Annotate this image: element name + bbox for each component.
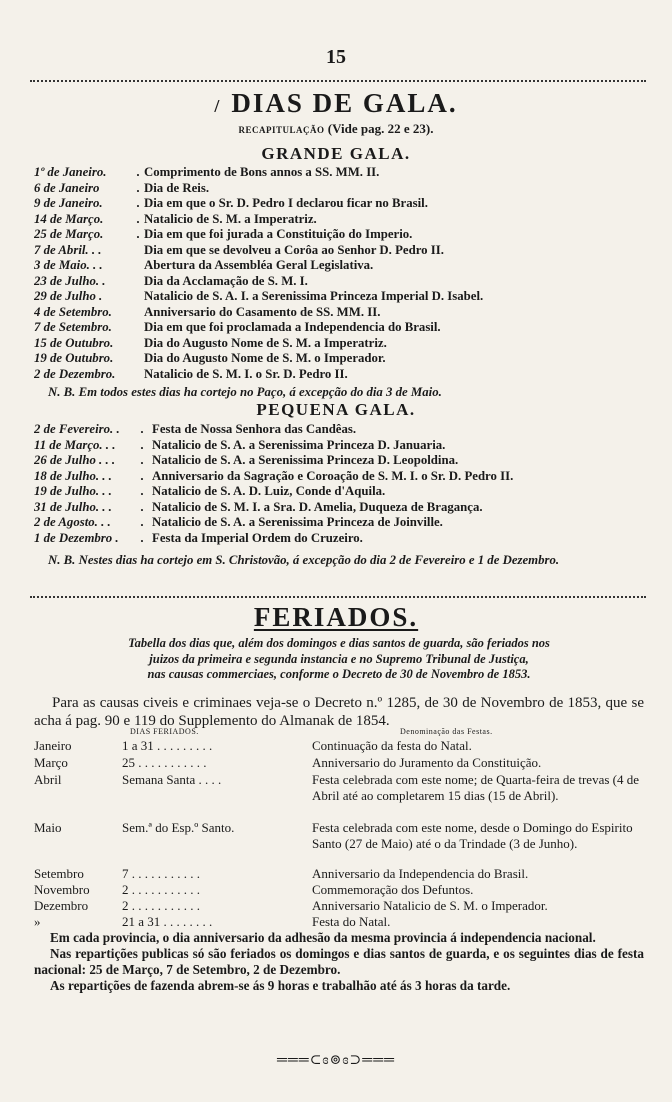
list-item: 2 de Fevereiro. . . Festa de Nossa Senhora das Candêas. — [34, 422, 357, 436]
closing-paragraph: Nas repartições publicas só são feriados os domingos e dias santos de guarda, e os seguintes dias de festa nacional: 25 de Março, 7 de Setembro, 2 de Dezembro. — [34, 946, 644, 977]
feriados-title: FERIADOS. — [253, 602, 419, 632]
grande-gala-heading: GRANDE GALA. — [261, 144, 411, 163]
section-divider — [30, 596, 646, 598]
list-item: 23 de Julho. . Dia da Acclamação de S. M. I. — [34, 273, 308, 288]
top-divider — [30, 80, 646, 82]
grande-gala-list — [34, 165, 644, 382]
list-item: 31 de Julho. . . . Natalicio de S. M. I. a Sra. D. Amelia, Duqueza de Bragança. — [34, 499, 483, 514]
list-item: 14 de Março. . Natalicio de S. M. a Imperatriz. — [34, 211, 317, 226]
grande-gala-note: N. B. Em todos estes dias ha cortejo no Paço, á excepção do dia 3 de Maio. — [48, 385, 442, 399]
decree-paragraph: Para as causas civeis e criminaes veja-se o Decreto n.º 1285, de 30 de Novembro de 1853, que se acha á pag. 90 e 119 do Supplemento do Almanak de 1854. — [34, 695, 644, 729]
almanak-page: 15 / DIAS DE GALA. RECAPITULAÇÃO (Vide pag. 22 e 23). GRANDE GALA. 1º de Janeiro. . Comprimento de Bons annos a SS. MM. II. 6 de Janeiro . Dia de Reis. 9 de Janeiro. . Dia em que o Sr. D. Pedro I declarou ficar no Brasil. 14 de Março. . Natalicio de S. M. a Imperatriz. 25 de Março. . Dia em que foi jurada a Constituição do Imperio. 7 de Abril. . . Dia em que se devolveu a Corôa ao Senhor D. Pedro II. 3 de Maio. . . Abertura da Assembléa Geral Legislativa. 23 de Julho. . Dia da Acclamação de S. M. I. 29 de Julho . Natalicio de S. A. I. a Serenissima Princeza Imperial D. Isabel. 4 de Setembro. Anniversario do Casamento de SS. MM. II. 7 de Setembro. Dia em que foi proclamada a Independencia do Brasil. 15 de Outubro. Dia do Augusto Nome de S. M. a Imperatriz. 19 de Outubro. Dia do Augusto Nome de S. M. o Imperador. 2 de Dezembro. Natalicio de S. M. I. o Sr. D. Pedro II. N. B. Em todos estes dias ha cortejo no Paço, á excepção do dia 3 de Maio. PEQUENA GALA. 2 de Fevereiro. . . Festa de Nossa Senhora das Candêas. 11 de Março. . . . Natalicio de S. A. a Serenissima Princeza D. Januaria. 26 de Julho . . . . Natalicio de S. A. a Serenissima Princeza D. Leopoldina. 18 de Julho. . . . Anniversario da Sagração e Coroação de S. M. I. o Sr. D. Pedro II. 19 de Julho. . . . Natalicio de S. A. D. Luiz, Conde d'Aquila. 31 de Julho. . . . Natalicio de S. M. I. a Sra. D. Amelia, Duqueza de Bragança. 2 de Agosto. . . . Natalicio de S. A. a Serenissima Princeza de Joinville. 1 de Dezembro . . Festa da Imperial Ordem do Cruzeiro. N. B. Nestes dias ha cortejo em S. Christovão, á excepção do dia 2 de Fevereiro e 1 de Dezembro. FERIADOS. Tabella dos dias que, além dos domingos e dias santos de guarda, são feriados nos juizos da primeira e segunda instancia e no Supremo Tribunal de Justiça, nas causas commerciaes, conforme o Decreto de 30 de Novembro de 1853. Para as causas civeis e criminaes veja-se o Decreto n.º 1285, de 30 de Novembro de 1853, que se acha á pag. 90 e 119 do Supplemento do Almanak de 1854. DIAS FERIADOS. Denominação das Festas. Janeiro 1 a 31 . . . . . . . . . Continuação da festa do Natal. Março 25 . . . . . . . . . . . Anniversario do Juramento da Constituição. Abril Semana Santa . . . . Festa celebrada com este nome; de Quarta-feira de trevas (4 de Abril até ao completarem 15 dias (15 de Abril). Maio Sem.ª do Esp.º Santo. Festa celebrada com este nome, desde o Domingo do Espirito Santo (27 de Maio) até o da Trindade (3 de Junho). Setembro 7 . . . . . . . . . . . Anniversario da Independencia do Brasil. Novembro 2 . . . . . . . . . . . Commemoração dos Defuntos. Dezembro 2 . . . . . . . . . . . Anniversario Natalicio de S. M. o Imperador. » 21 a 31 . . . . . . . . Festa do Natal. Em cada provincia, o dia anniversario da adhesão da mesma provincia á independencia nacional. Nas repartições publicas só são feriados os domingos e dias santos de guarda, e os seguintes dias de festa nacional: 25 de Março, 7 de Setembro, 2 de Dezembro. As repartições de fazenda abrem-se ás 9 horas e trabalhão até ás 3 horas da tarde. ═══⊂ɞ⊚ɞ⊃═══ — [0, 0, 672, 1102]
list-item: 19 de Julho. . . . Natalicio de S. A. D. Luiz, Conde d'Aquila. — [34, 484, 386, 498]
list-item: 6 de Janeiro . Dia de Reis. — [34, 180, 210, 195]
list-item: 9 de Janeiro. . Dia em que o Sr. D. Pedro I declarou ficar no Brasil. — [34, 196, 428, 210]
list-item: 25 de Março. . Dia em que foi jurada a Constituição do Imperio. — [34, 227, 413, 241]
list-item: 7 de Abril. . . Dia em que se devolveu a Corôa ao Senhor D. Pedro II. — [34, 242, 444, 257]
list-item: 4 de Setembro. Anniversario do Casamento de SS. MM. II. — [34, 304, 381, 319]
title-mark: / — [214, 96, 222, 116]
list-item: 7 de Setembro. Dia em que foi proclamada a Independencia do Brasil. — [34, 320, 441, 334]
closing-paragraph: As repartições de fazenda abrem-se ás 9 horas e trabalhão até ás 3 horas da tarde. — [50, 978, 511, 993]
recap-ref: (Vide pag. 22 e 23). — [327, 121, 434, 136]
list-item: 3 de Maio. . . Abertura da Assembléa Geral Legislativa. — [34, 258, 374, 272]
recap-line — [0, 121, 672, 137]
pequena-gala-note: N. B. Nestes dias ha cortejo em S. Christovão, á excepção do dia 2 de Fevereiro e 1 de Dezembro. — [48, 553, 560, 567]
ornament-divider: ═══⊂ɞ⊚ɞ⊃═══ — [276, 1053, 396, 1068]
dias-de-gala-title: / DIAS DE GALA. — [214, 88, 458, 118]
feriados-intro: Tabella dos dias que, além dos domingos e dias santos de guarda, são feriados nos juizos da primeira e segunda instancia e no Supremo Tribunal de Justiça, nas causas commerciaes, conforme o Decreto de 30 de Novembro de 1853. — [128, 636, 550, 681]
page-number: 15 — [326, 46, 346, 68]
list-item: 1 de Dezembro . . Festa da Imperial Ordem do Cruzeiro. — [34, 530, 363, 545]
pequena-gala-heading: PEQUENA GALA. — [256, 400, 416, 419]
list-item: 19 de Outubro. Dia do Augusto Nome de S. M. o Imperador. — [34, 351, 386, 365]
list-item: 11 de Março. . . . Natalicio de S. A. a Serenissima Princeza D. Januaria. — [34, 437, 446, 452]
list-item: 18 de Julho. . . . Anniversario da Sagração e Coroação de S. M. I. o Sr. D. Pedro II. — [34, 468, 514, 483]
list-item: 2 de Agosto. . . . Natalicio de S. A. a Serenissima Princeza de Joinville. — [34, 515, 443, 529]
column-header-days: DIAS FERIADOS. — [130, 727, 199, 736]
list-item: 15 de Outubro. Dia do Augusto Nome de S. M. a Imperatriz. — [34, 335, 387, 350]
list-item: 29 de Julho . Natalicio de S. A. I. a Serenissima Princeza Imperial D. Isabel. — [34, 289, 484, 303]
recap-label: RECAPITULAÇÃO — [238, 125, 325, 135]
list-item: 1º de Janeiro. . Comprimento de Bons annos a SS. MM. II. — [34, 165, 380, 179]
pequena-gala-list — [34, 422, 644, 546]
list-item: 26 de Julho . . . . Natalicio de S. A. a Serenissima Princeza D. Leopoldina. — [34, 453, 459, 467]
closing-notes — [34, 930, 644, 994]
closing-paragraph: Em cada provincia, o dia anniversario da adhesão da mesma provincia á independencia nacional. — [50, 930, 596, 945]
list-item: 2 de Dezembro. Natalicio de S. M. I. o Sr. D. Pedro II. — [34, 366, 348, 381]
column-header-name: Denominação das Festas. — [400, 727, 493, 736]
